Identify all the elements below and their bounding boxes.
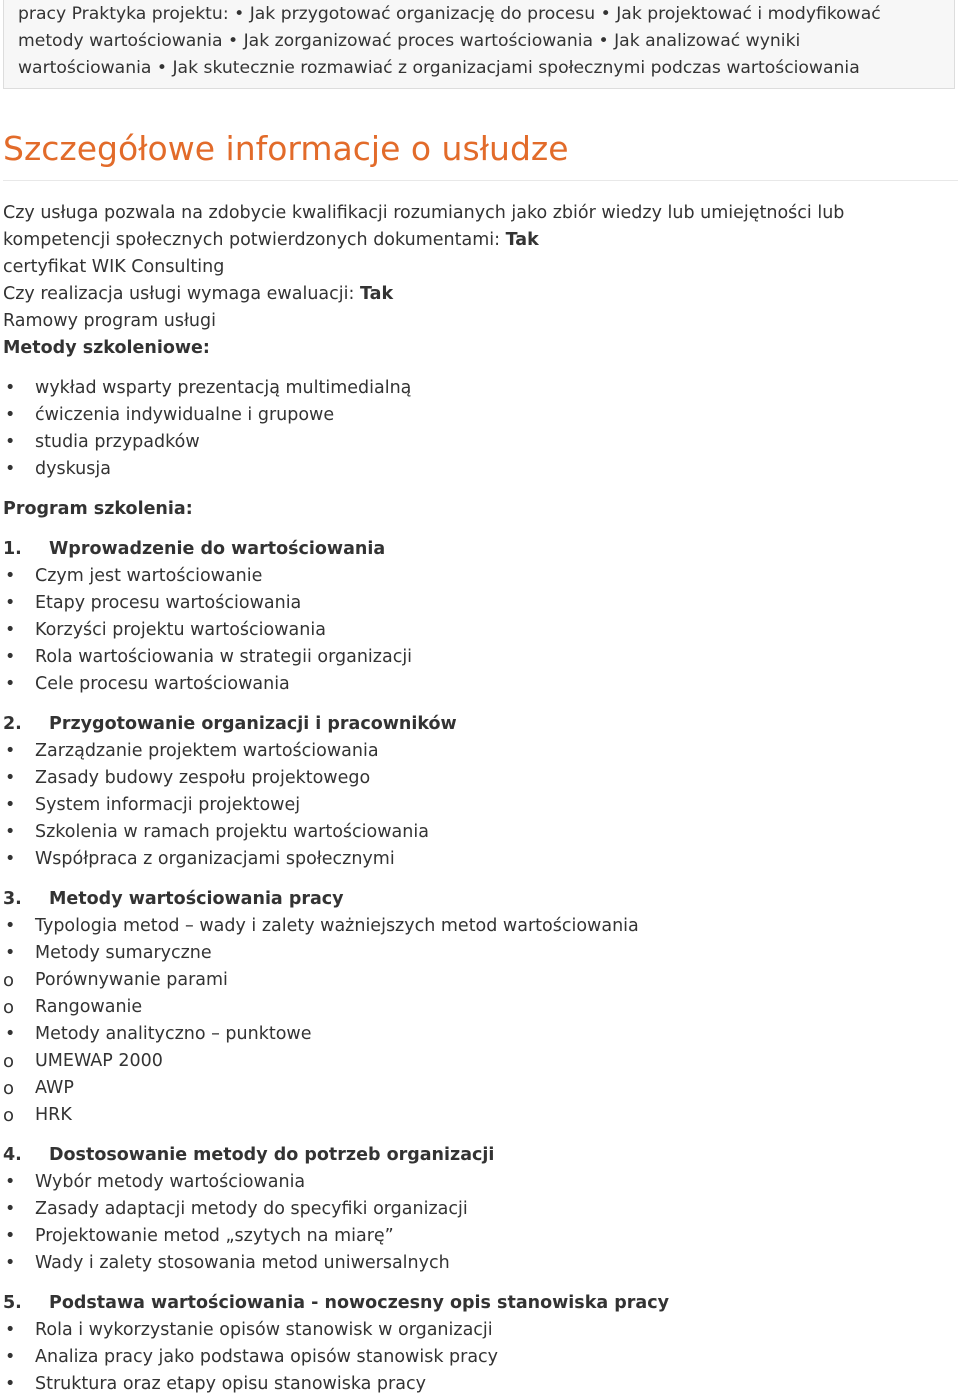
bullet-icon: • xyxy=(5,943,16,963)
list-item: • Rola wartościowania w strategii organizacji xyxy=(3,644,953,671)
list-item: • Etapy procesu wartościowania xyxy=(3,590,953,617)
list-item: • studia przypadków xyxy=(3,429,953,456)
list-item: • Zasady budowy zespołu projektowego xyxy=(3,765,953,792)
bullet-icon: • xyxy=(5,620,16,640)
section-number: 5. xyxy=(3,1293,22,1313)
list-item: • Struktura oraz etapy opisu stanowiska pracy xyxy=(3,1371,953,1398)
bullet-icon: • xyxy=(5,405,16,425)
bullet-icon: • xyxy=(5,768,16,788)
bullet-icon: • xyxy=(5,566,16,586)
section-topic-list xyxy=(3,563,953,698)
bullet-icon: • xyxy=(5,1374,16,1394)
program-section-title xyxy=(3,886,953,913)
program-sections xyxy=(3,536,953,1398)
section-title-text: Dostosowanie metody do potrzeb organizacji xyxy=(49,1145,495,1165)
divider xyxy=(3,180,958,181)
list-item: • ćwiczenia indywidualne i grupowe xyxy=(3,402,953,429)
methods-list xyxy=(3,375,953,483)
list-item: • dyskusja xyxy=(3,456,953,483)
bullet-icon: • xyxy=(5,459,16,479)
summary-line-2: metody wartościowania • Jak zorganizować proces wartościowania • Jak analizować wyniki xyxy=(18,31,801,51)
section-title-text: Przygotowanie organizacji i pracowników xyxy=(49,714,457,734)
list-item: • Metody analityczno – punktowe xyxy=(3,1021,953,1048)
bullet-icon: • xyxy=(5,378,16,398)
list-item: o Porównywanie parami xyxy=(3,967,953,994)
list-item: • Analiza pracy jako podstawa opisów stanowisk pracy xyxy=(3,1344,953,1371)
list-item: • Zasady adaptacji metody do specyfiki organizacji xyxy=(3,1196,953,1223)
list-item: • Korzyści projektu wartościowania xyxy=(3,617,953,644)
bullet-icon: • xyxy=(5,1226,16,1246)
program-section-title xyxy=(3,536,953,563)
list-item: • wykład wsparty prezentacją multimedialną xyxy=(3,375,953,402)
program-section-title xyxy=(3,711,953,738)
list-item: o HRK xyxy=(3,1102,953,1129)
section-number: 3. xyxy=(3,889,22,909)
section-title-text: Podstawa wartościowania - nowoczesny opis stanowiska pracy xyxy=(49,1293,670,1313)
qualification-answer: Tak xyxy=(505,230,539,250)
section-topic-list xyxy=(3,913,953,1129)
bullet-icon: • xyxy=(234,4,245,24)
sub-bullet-icon: o xyxy=(3,1105,15,1126)
bullet-icon: • xyxy=(5,1172,16,1192)
section-number: 1. xyxy=(3,539,22,559)
list-item: • Zarządzanie projektem wartościowania xyxy=(3,738,953,765)
section-number: 4. xyxy=(3,1145,22,1165)
list-item: • Typologia metod – wady i zalety ważniejszych metod wartościowania xyxy=(3,913,953,940)
section-heading: Szczegółowe informacje o usłudze xyxy=(3,129,569,168)
bullet-icon: • xyxy=(5,1024,16,1044)
sub-bullet-icon: o xyxy=(3,1051,15,1072)
summary-line-3: wartościowania • Jak skutecznie rozmawiać z organizacjami społecznymi podczas wartościowania xyxy=(18,58,860,78)
list-item: • Metody sumaryczne xyxy=(3,940,953,967)
service-details xyxy=(3,200,953,1398)
bullet-icon: • xyxy=(5,1320,16,1340)
bullet-icon: • xyxy=(5,795,16,815)
bullet-icon: • xyxy=(156,58,168,78)
list-item: • Współpraca z organizacjami społecznymi xyxy=(3,846,953,873)
bullet-icon: • xyxy=(600,4,611,24)
list-item: o AWP xyxy=(3,1075,953,1102)
section-title-text: Metody wartościowania pracy xyxy=(49,889,344,909)
list-item: • Szkolenia w ramach projektu wartościowania xyxy=(3,819,953,846)
list-item: • System informacji projektowej xyxy=(3,792,953,819)
section-number: 2. xyxy=(3,714,22,734)
bullet-icon: • xyxy=(5,593,16,613)
certificate-info: certyfikat WIK Consulting xyxy=(3,257,225,277)
evaluation-question: Czy realizacja usługi wymaga ewaluacji: Tak xyxy=(3,284,394,304)
qualification-question-cont: kompetencji społecznych potwierdzonych dokumentami: Tak xyxy=(3,230,539,250)
list-item: • Cele procesu wartościowania xyxy=(3,671,953,698)
methods-title: Metody szkoleniowe: xyxy=(3,338,210,358)
bullet-icon: • xyxy=(5,822,16,842)
bullet-icon: • xyxy=(5,647,16,667)
sub-bullet-icon: o xyxy=(3,970,15,991)
bullet-icon: • xyxy=(5,849,16,869)
bullet-icon: • xyxy=(5,1347,16,1367)
list-item: • Rola i wykorzystanie opisów stanowisk w organizacji xyxy=(3,1317,953,1344)
bullet-icon: • xyxy=(598,31,609,51)
program-section-title xyxy=(3,1290,953,1317)
program-title: Program szkolenia: xyxy=(3,499,193,519)
list-item: • Wybór metody wartościowania xyxy=(3,1169,953,1196)
bullet-icon: • xyxy=(5,916,16,936)
bullet-icon: • xyxy=(5,741,16,761)
list-item: • Czym jest wartościowanie xyxy=(3,563,953,590)
list-item: • Projektowanie metod „szytych na miarę” xyxy=(3,1223,953,1250)
evaluation-answer: Tak xyxy=(359,284,394,304)
section-topic-list xyxy=(3,738,953,873)
section-topic-list xyxy=(3,1317,953,1398)
program-section-title xyxy=(3,1142,953,1169)
sub-bullet-icon: o xyxy=(3,997,15,1018)
bullet-icon: • xyxy=(5,1253,16,1273)
program-summary-box xyxy=(3,0,955,89)
bullet-icon: • xyxy=(227,31,239,51)
framework-label: Ramowy program usługi xyxy=(3,311,216,331)
bullet-icon: • xyxy=(5,674,16,694)
bullet-icon: • xyxy=(5,432,16,452)
list-item: • Wady i zalety stosowania metod uniwersalnych xyxy=(3,1250,953,1277)
section-title-text: Wprowadzenie do wartościowania xyxy=(49,539,386,559)
section-topic-list xyxy=(3,1169,953,1277)
bullet-icon: • xyxy=(5,1199,16,1219)
summary-line-1: pracy Praktyka projektu: • Jak przygotować organizację do procesu • Jak projektować i modyfikować xyxy=(18,4,881,24)
qualification-question: Czy usługa pozwala na zdobycie kwalifikacji rozumianych jako zbiór wiedzy lub umiejętności lub xyxy=(3,203,845,223)
list-item: o Rangowanie xyxy=(3,994,953,1021)
sub-bullet-icon: o xyxy=(3,1078,15,1099)
list-item: o UMEWAP 2000 xyxy=(3,1048,953,1075)
